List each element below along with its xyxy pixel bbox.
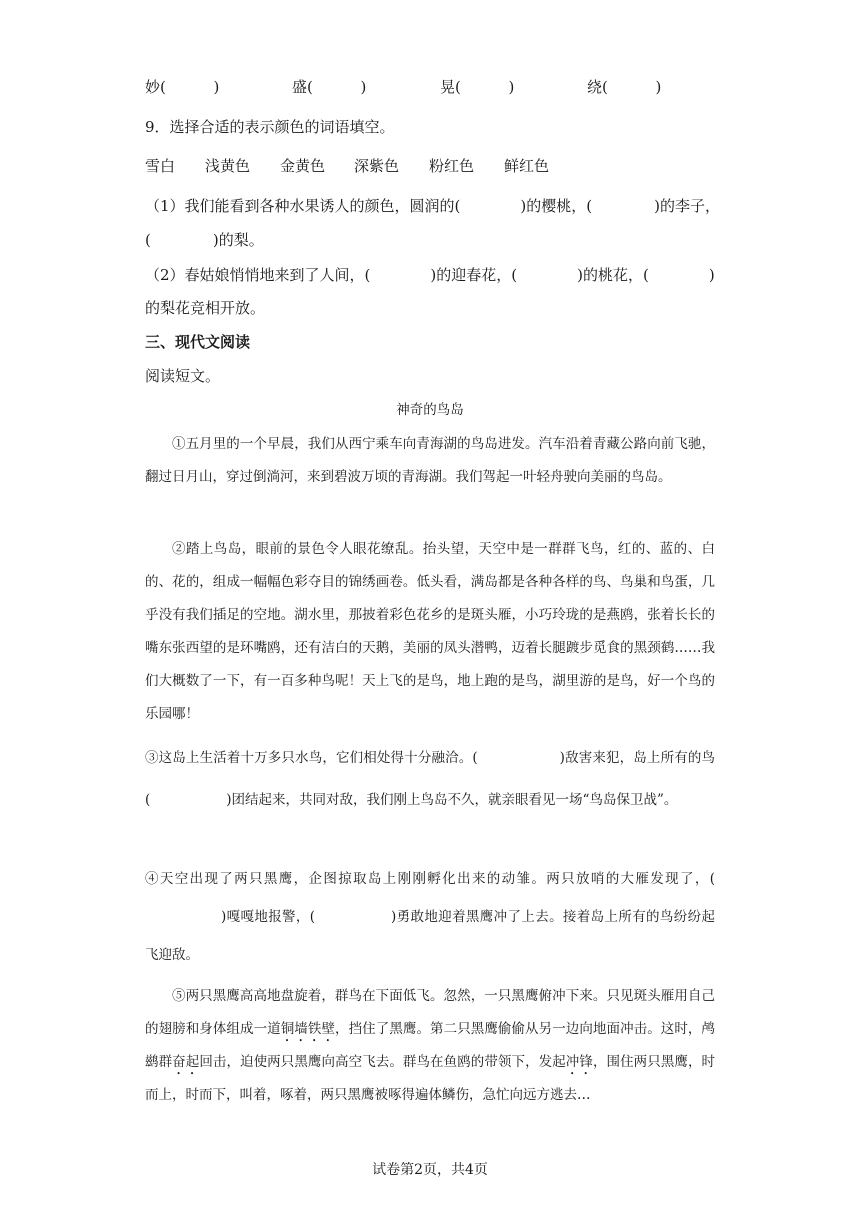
article-title: 神奇的鸟岛 (396, 402, 464, 418)
word-option: 雪白 (145, 157, 176, 175)
q8-item-1: 妙( ) (145, 78, 220, 96)
word-option: 深紫色 (354, 157, 400, 175)
paragraph-5: ⑤两只黑鹰高高地盘旋着，群鸟在下面低飞。忽然，一只黑鹰俯冲下来。只见斑头雁用自己的翅膀和身体组成一道铜墙铁壁，挡住了黑鹰。第二只黑鹰偷偷从另一边向地面冲击。这时，鸬鹚群奋起回击，迫使两只黑鹰向高空飞去。群鸟在鱼鸥的带领下，发起冲锋，围住两只黑鹰，时而上，时而下，叫着，啄着，两只黑鹰被啄得遍体鳞伤，急忙向远方逃去… (145, 988, 716, 1103)
paragraph-1: ①五月里的一个早晨，我们从西宁乘车向青海湖的鸟岛进发。汽车沿着青藏公路向前飞驰，翻过日月山，穿过倒淌河，来到碧波万顷的青海湖。我们驾起一叶轻舟驶向美丽的鸟岛。 (145, 436, 715, 485)
q9-item1-line1: （1）我们能看到各种水果诱人的颜色，圆润的( )的樱桃，( )的李子， (145, 197, 720, 215)
section3-heading: 三、现代文阅读 (145, 333, 251, 351)
q8-item-3: 晃( ) (440, 78, 515, 96)
paragraph-3: ③这岛上生活着十万多只水鸟，它们相处得十分融洽。( )敌害来犯，岛上所有的鸟( )团结起来，共同对敌，我们刚上鸟岛不久，就亲眼看见一场“鸟岛保卫战”。 (145, 750, 715, 808)
word-option: 金黄色 (280, 157, 326, 175)
q8-item-4: 绕( ) (587, 78, 662, 96)
q9-prompt: 9．选择合适的表示颜色的词语填空。 (145, 118, 395, 136)
reading-instruction: 阅读短文。 (145, 367, 221, 385)
emphasized-word: 铜墙铁壁 (280, 1021, 336, 1037)
word-option: 鲜红色 (504, 157, 550, 175)
emphasized-word: 冲锋 (565, 1054, 593, 1070)
q8-item-2: 盛( ) (292, 78, 367, 96)
paragraph-2: ②踏上鸟岛，眼前的景色令人眼花缭乱。抬头望，天空中是一群群飞鸟，红的、蓝的、白的、花的，组成一幅幅色彩夺目的锦绣画卷。低头看，满岛都是各种各样的鸟、鸟巢和鸟蛋，几乎没有我们插足的空地。湖水里，那披着彩色花乡的是斑头雁，小巧玲珑的是燕鸥，张着长长的嘴东张西望的是环嘴鸥，还有洁白的天鹅，美丽的凤头潜鸭，迈着长腿踱步觅食的黑颈鹤……我们大概数了一下，有一百多种鸟呢！天上飞的是鸟，地上跑的是鸟，湖里游的是鸟，好一个鸟的乐园哪！ (145, 541, 715, 722)
word-option: 粉红色 (429, 157, 475, 175)
q9-item1-line2: ( )的梨。 (145, 231, 264, 249)
word-option: 浅黄色 (205, 157, 251, 175)
q9-item2-line2: 的梨花竞相开放。 (145, 299, 266, 317)
q9-item2-line1: （2）春姑娘悄悄地来到了人间，( )的迎春花，( )的桃花，( ) (145, 266, 715, 284)
paragraph-4: ④天空出现了两只黑鹰，企图掠取岛上刚刚孵化出来的动雏。两只放哨的大雁发现了，()嘎嘎地报警，( )勇敢地迎着黑鹰冲了上去。接着岛上所有的鸟纷纷起飞迎敌。 (145, 871, 715, 963)
page-footer: 试卷第2页，共4页 (372, 1162, 488, 1178)
emphasized-word: 奋起 (172, 1054, 200, 1070)
